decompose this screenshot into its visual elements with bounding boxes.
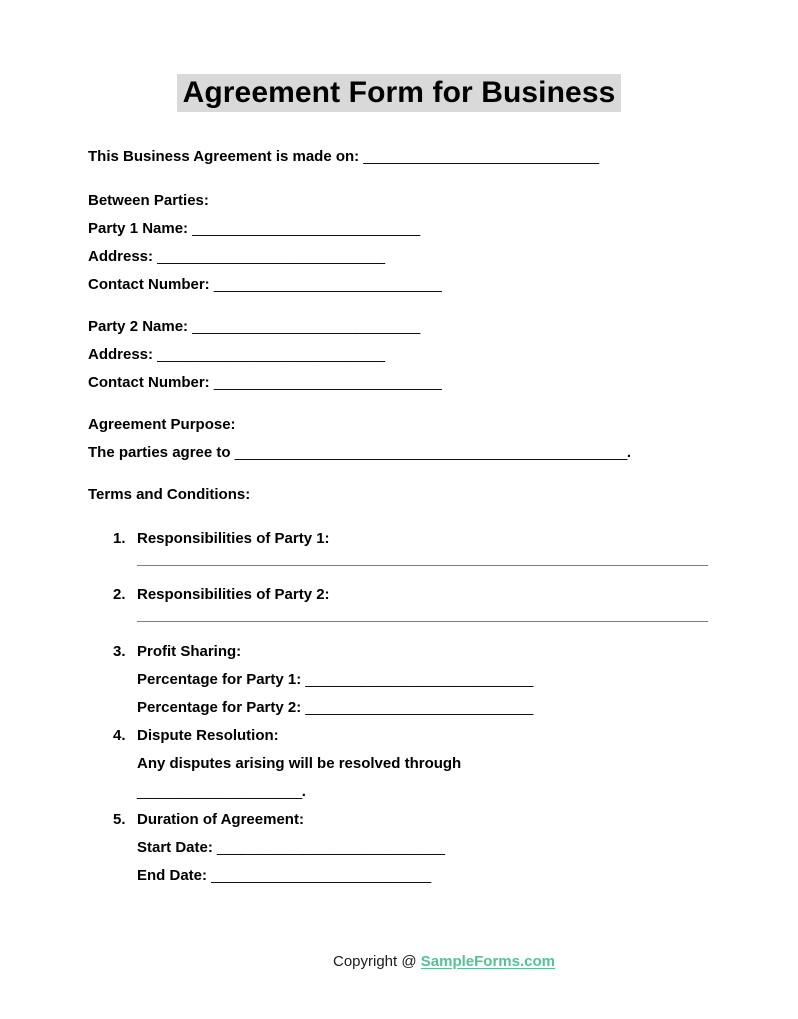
page-title: Agreement Form for Business [177,74,622,112]
party2-address-label: Address: [88,346,154,363]
party1-address-blank[interactable]: _____________________________ [157,248,385,265]
profit-share-party1-line [137,666,748,694]
party1-address-label: Address: [88,248,154,265]
answer-rule-line[interactable] [137,565,708,566]
dispute-resolution-blank[interactable]: _____________________ [137,783,302,800]
party1-name-label: Party 1 Name: [88,220,189,237]
between-parties-heading: Between Parties: [88,192,209,209]
terms-and-conditions-heading: Terms and Conditions: [88,486,251,503]
list-item-heading: Duration of Agreement: [137,811,304,828]
dispute-resolution-text: Any disputes arising will be resolved through [137,755,462,772]
footer-content [243,953,555,970]
dispute-resolution-blank-line [137,778,748,806]
profit-share-party1-label: Percentage for Party 1: [137,671,302,688]
party1-address-line [88,243,748,271]
list-item-number: 1. [113,530,126,547]
profit-share-party1-blank[interactable]: _____________________________ [305,671,533,688]
spacer [88,467,748,481]
title-container [0,74,798,112]
agreement-purpose-heading: Agreement Purpose: [88,416,236,433]
end-date-line [137,862,748,890]
list-item-number: 3. [113,643,126,660]
list-item-heading: Dispute Resolution: [137,727,279,744]
profit-share-party2-blank[interactable]: _____________________________ [305,699,533,716]
party2-name-blank[interactable]: _____________________________ [192,318,420,335]
list-item-heading: Responsibilities of Party 2: [137,586,330,603]
spacer [88,397,748,411]
party1-name-line [88,215,748,243]
list-item-heading: Responsibilities of Party 1: [137,530,330,547]
list-item [88,722,748,806]
profit-share-party2-line [137,694,748,722]
agreement-date-line [88,143,748,171]
party2-contact-line [88,369,748,397]
agreement-date-label: This Business Agreement is made on: [88,148,360,165]
start-date-label: Start Date: [137,839,213,856]
party2-address-line [88,341,748,369]
copyright-label: Copyright @ [333,953,417,970]
list-item-heading: Profit Sharing: [137,643,242,660]
party2-name-label: Party 2 Name: [88,318,189,335]
party2-contact-blank[interactable]: _____________________________ [213,374,442,391]
party1-name-blank[interactable]: _____________________________ [192,220,420,237]
party2-contact-label: Contact Number: [88,374,210,391]
agreement-purpose-text: The parties agree to [88,444,231,461]
list-item [88,806,748,890]
party1-contact-blank[interactable]: _____________________________ [213,276,442,293]
dispute-resolution-period: . [301,783,306,800]
spacer [88,299,748,313]
profit-share-party2-label: Percentage for Party 2: [137,699,302,716]
party1-contact-line [88,271,748,299]
agreement-purpose-period: . [626,444,632,461]
list-item-number: 5. [113,811,126,828]
party2-name-line [88,313,748,341]
list-item-number: 4. [113,727,126,744]
list-item [88,525,748,566]
document-body [88,143,748,890]
party2-address-blank[interactable]: _____________________________ [157,346,385,363]
answer-rule-line[interactable] [137,621,708,622]
end-date-label: End Date: [137,867,208,884]
party1-contact-label: Contact Number: [88,276,210,293]
sampleforms-link[interactable]: SampleForms.com [420,953,555,970]
spacer [88,171,748,187]
list-item [88,638,748,722]
list-item [88,581,748,622]
end-date-blank[interactable]: ____________________________ [211,867,431,884]
terms-list [88,525,748,890]
footer [0,953,798,970]
start-date-line [137,834,748,862]
start-date-blank[interactable]: _____________________________ [217,839,445,856]
agreement-purpose-line [88,439,748,467]
agreement-purpose-blank[interactable]: __________________________________________________ [234,444,627,461]
list-item-number: 2. [113,586,126,603]
agreement-date-blank[interactable]: ______________________________ [363,148,599,165]
